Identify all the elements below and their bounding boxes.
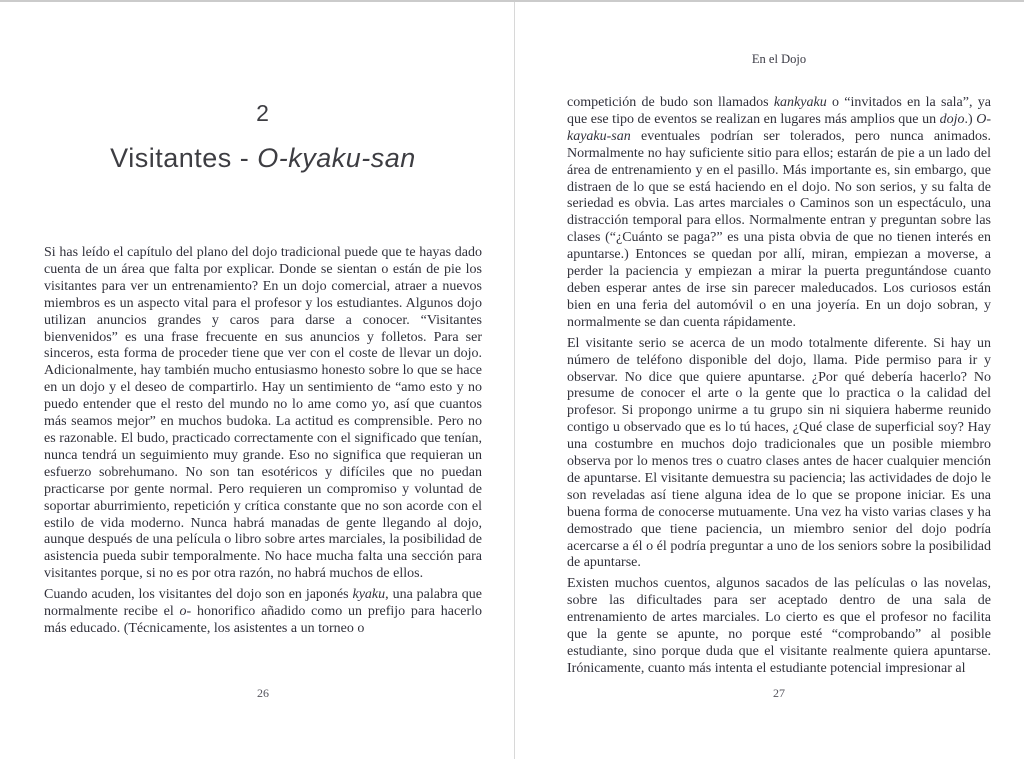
left-page	[0, 2, 514, 759]
paragraph: El visitante serio se acerca de un modo totalmente diferente. Si hay un número de teléfono disponible del dojo, llama. Pide permiso para ir y observar. No dice que quiere apuntarse. ¿Por qué debería hacerlo? No presume de conocer el arte o la gente que lo practica o la calidad del profesor. Si propongo unirme a tu grupo sin ni siquiera haberme reunido contigo u observado que es lo tú haces, ¿Qué clase de superficial soy? Hay una costumbre en muchos dojo tradicionales que un posible miembro observa por lo menos tres o cuatro clases antes de hacer cualquier mención de apuntarse. El visitante demuestra su paciencia; las actividades de dojo le son reveladas así tiene alguna idea de lo que se propone iniciar. Es una buena forma de conocerse mutuamente. Una vez ha visto varias clases y ha demostrado que tiene paciencia, un miembro senior del dojo podría acercarse a él o él podría preguntar a uno de los seniors sobre la posibilidad de apuntarse.	[567, 335, 991, 571]
paragraph: Si has leído el capítulo del plano del dojo tradicional puede que te hayas dado cuenta de un área que falta por explicar. Donde se sientan o están de pie los visitantes para ver un entrenamiento? En un dojo comercial, atraer a nuevos miembros es un aspecto vital para el profesor y los estudiantes. Algunos dojo utilizan anuncios grandes y caros para darse a conocer. “Visitantes bienvenidos” es una frase frecuente en sus anuncios y folletos. Para ser sinceros, esta forma de proceder tiene que ver con el coste de llevar un dojo. Adicionalmente, hay también mucho entusiasmo honesto sobre lo que se hace en un dojo y el deseo de compartirlo. Hay un sentimiento de “amo esto y no puedo entender que el resto del mundo no lo ame como yo, así que cuantos más seamos mejor” en muchos budoka. La actitud es comprensible. Pero no es razonable. El budo, practicado correctamente con el significado que tenían, nunca tendrá un seguimiento muy grande. Eso no significa que requieran un esfuerzo sobrehumano. No son tan esotéricos y difíciles que no puedan practicarse por gente normal. Pero requieren un compromiso y voluntad de soportar aburrimiento, repetición y crítica constante que no son acorde con el estilo de vida moderno. Nunca habrá manadas de gente llegando al dojo, aunque después de una película o libro sobre artes marciales, la posibilidad de asistencia pueda subir temporalmente. No hace mucha falta una sección para visitantes porque, si no es por otra razón, no habrá muchos de ellos.	[44, 245, 482, 582]
paragraph: Cuando acuden, los visitantes del dojo son en japonés kyaku, una palabra que normalmente recibe el o- honorifico añadido como un prefijo para hacerlo más educado. (Técnicamente, los asistentes a un torneo o	[44, 587, 482, 636]
chapter-heading	[44, 100, 482, 174]
left-page-number: 26	[257, 686, 269, 700]
right-page-number: 27	[773, 686, 785, 700]
chapter-title: Visitantes - O-kyaku-san	[110, 143, 416, 173]
left-page-body	[44, 245, 482, 642]
right-page	[515, 2, 1024, 759]
paragraph: competición de budo son llamados kankyaku o “invitados en la sala”, ya que ese tipo de eventos se realizan en lugares más amplios que un dojo.) O-kayaku-san eventuales podrían ser tolerados, pero nunca animados. Normalmente no hay suficiente sitio para ellos; estarán de pie a un lado del área de entrenamiento y en el pasillo. Más importante es, sin embargo, que distraen de lo que se está haciendo en el dojo. No son serios, y su falta de seriedad es obvia. Las artes marciales o Caminos son un espectáculo, una distracción temporal para ellos. Normalmente entran y preguntan sobre las clases (“¿Cuánto se paga?” es una pista obvia de que no tienen interés en apuntarse.) Entonces se quedan por allí, miran, empiezan a moverse, a perder la paciencia y empiezan a mirar la puerta preguntándose cuanto deben esperar antes de irse sin parecer maleducados. Los curiosos están bien en una feria del automóvil o en una joyería. En un dojo sobran, y normalmente se dan cuenta rápidamente.	[567, 95, 992, 330]
chapter-number: 2	[256, 100, 270, 126]
running-header: En el Dojo	[751, 52, 807, 66]
paragraph: Existen muchos cuentos, algunos sacados de las películas o las novelas, sobre las dificultades para ser aceptado dentro de una sala de entrenamiento de artes marciales. Lo cierto es que el profesor no facilita que la gente se apunte, no porque esté “comprobando” al posible estudiante, sino porque duda que el visitante realmente quiera apuntarse. Irónicamente, cuanto más intenta el estudiante potencial impresionar al	[567, 576, 991, 676]
right-page-body	[567, 95, 991, 682]
